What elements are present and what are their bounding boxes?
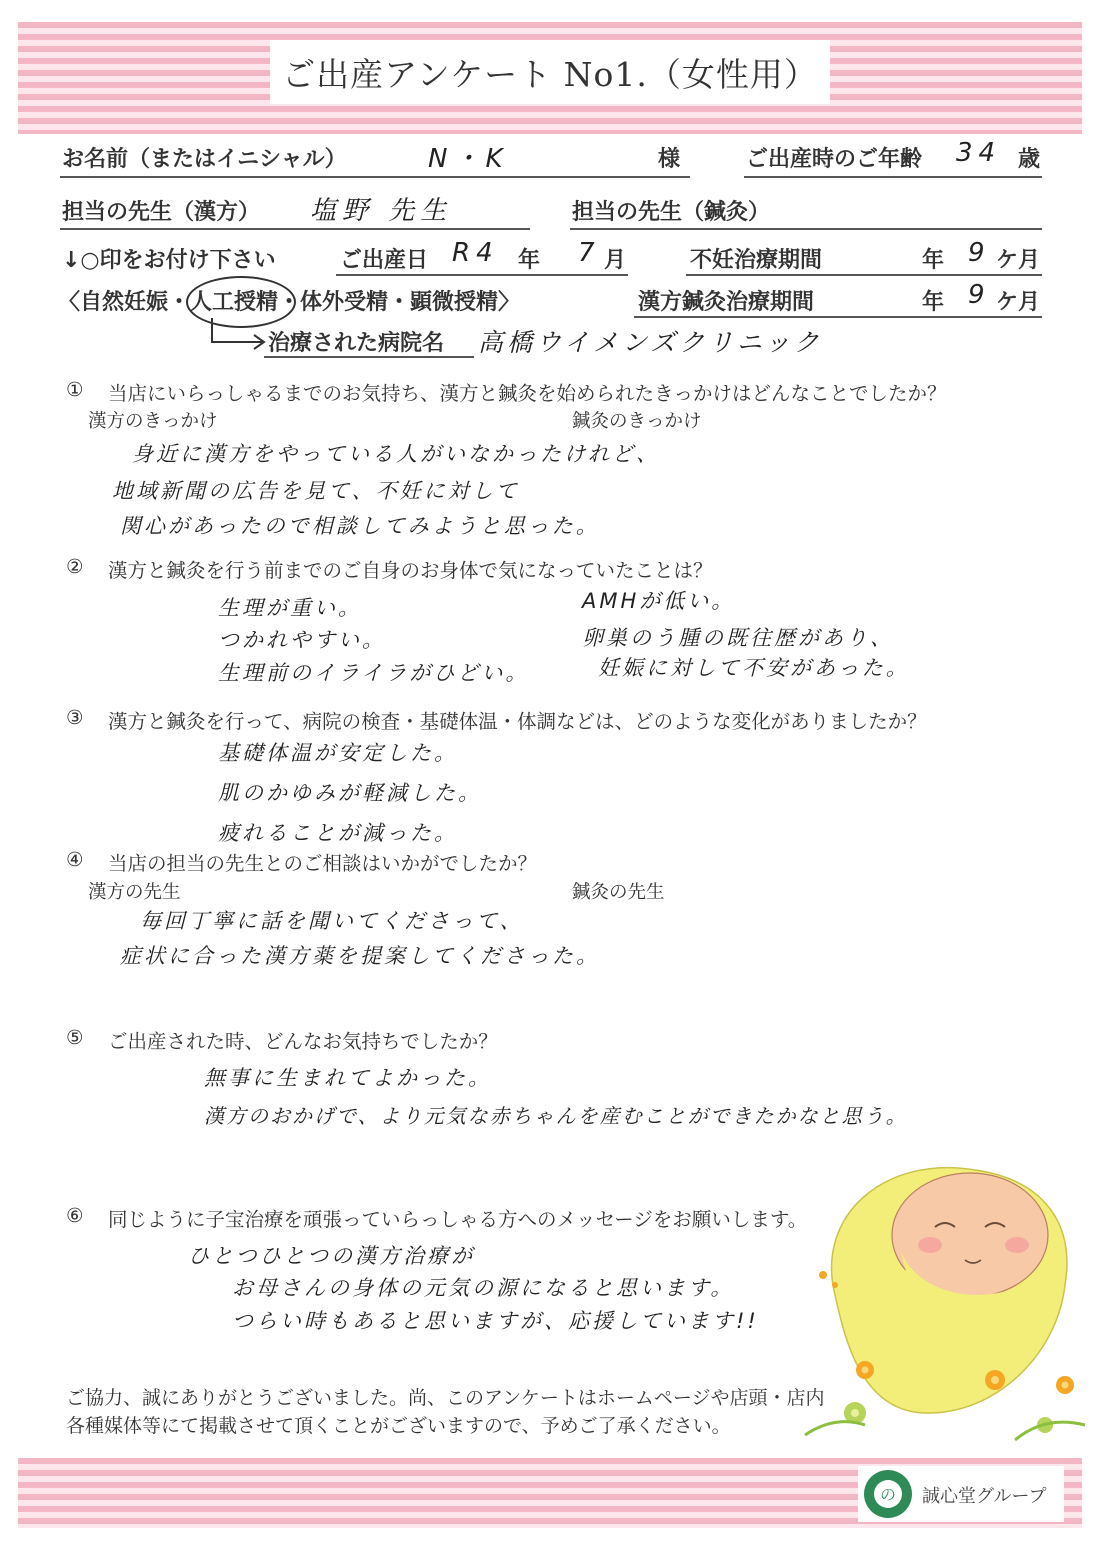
q3-answer-line-3: 疲れることが減った。 [218, 821, 458, 845]
q6-answer-line-3: つらい時もあると思いますが、応援しています!! [232, 1309, 759, 1333]
birth-month-value: 7 [578, 238, 601, 268]
q1-number: ① [66, 378, 84, 401]
q2-number: ② [66, 555, 84, 578]
hospital-arrow-icon [200, 316, 270, 356]
flower-1-icon [985, 1370, 1005, 1390]
q4-answer-line-2: 症状に合った漢方薬を提案してくださった。 [120, 944, 600, 968]
q4-sub-right: 鍼灸の先生 [572, 882, 665, 903]
infertility-underline [686, 274, 1042, 276]
q5-text: ご出産された時、どんなお気持ちでしたか？ [108, 1030, 498, 1053]
q2-answer-left-2: つかれやすい。 [218, 628, 386, 652]
q2-answer-right-1: AMHが低い。 [582, 589, 736, 613]
kampo-year-label: 年 [922, 290, 945, 315]
hospital-value: 高橋ウイメンズクリニック [478, 328, 823, 357]
kampo-months-value: 9 [968, 280, 991, 310]
mark-instruction: ↓○印をお付け下さい [62, 248, 276, 273]
seishindo-logo-icon [862, 1468, 914, 1520]
pregnancy-types: 〈自然妊娠・人工授精・体外受精・顕微授精〉 [58, 290, 521, 315]
name-suffix: 様 [658, 147, 681, 172]
q2-answer-right-3: 妊娠に対して不安があった。 [598, 656, 910, 680]
age-label: ご出産時のご年齢 [746, 147, 923, 172]
age-suffix: 歳 [1018, 147, 1041, 172]
q1-sub-right: 鍼灸のきっかけ [572, 411, 702, 432]
baby-illustration [795, 1135, 1095, 1455]
q1-text: 当店にいらっしゃるまでのお気持ち、漢方と鍼灸を始められたきっかけはどんなことでしたか？ [108, 382, 947, 405]
footer-line-2: 各種媒体等にて掲載させて頂くことがございますので、予めご了承ください。 [66, 1415, 731, 1437]
kampo-month-label: ケ月 [996, 290, 1041, 315]
age-value: 34 [956, 138, 1002, 168]
q4-answer-line-1: 毎回丁寧に話を聞いてくださって、 [140, 909, 524, 933]
kampo-teacher-underline [60, 228, 530, 230]
q2-answer-right-2: 卵巣のう腫の既往歴があり、 [582, 626, 894, 650]
brand-name: 誠心堂グループ [922, 1486, 1047, 1507]
infertility-month-label: ケ月 [996, 248, 1041, 273]
q2-text: 漢方と鍼灸を行う前までのご自身のお身体で気になっていたことは？ [108, 559, 713, 582]
birth-year-label: 年 [518, 248, 541, 273]
svg-text:の: の [879, 1485, 897, 1504]
name-label: お名前（またはイニシャル） [62, 147, 347, 172]
acu-teacher-underline [570, 228, 1042, 230]
q4-number: ④ [66, 848, 84, 871]
q5-answer-line-2: 漢方のおかげで、より元気な赤ちゃんを産むことができたかなと思う。 [204, 1104, 908, 1128]
infertility-label: 不妊治療期間 [690, 248, 823, 273]
age-underline [744, 176, 1042, 178]
acu-teacher-label: 担当の先生（鍼灸） [572, 200, 771, 225]
name-value: N・K [428, 144, 509, 174]
footer-line-1: ご協力、誠にありがとうございました。尚、このアンケートはホームページや店頭・店内 [66, 1387, 825, 1409]
kampo-period-label: 漢方鍼灸治療期間 [638, 290, 815, 315]
birth-month-label: 月 [604, 248, 627, 273]
birth-year-value: R4 [452, 238, 499, 268]
q6-answer-line-2: お母さんの身体の元気の源になると思います。 [232, 1276, 735, 1300]
hospital-label: 治療された病院名 [268, 331, 445, 356]
q4-sub-left: 漢方の先生 [88, 882, 181, 903]
title-box [270, 40, 830, 104]
kampo-teacher-value: 塩野 先生 [310, 196, 453, 226]
kampo-teacher-label: 担当の先生（漢方） [62, 200, 261, 225]
q1-answer-line-1: 身近に漢方をやっている人がいなかったけれど、 [132, 442, 660, 466]
page-title: ご出産アンケート No1.（女性用） [282, 54, 818, 94]
flower-4-icon [1056, 1376, 1074, 1394]
infertility-months-value: 9 [968, 238, 991, 268]
q3-text: 漢方と鍼灸を行って、病院の検査・基礎体温・体調などは、どのような変化がありましたか？ [108, 710, 927, 733]
q2-answer-left-3: 生理前のイライラがひどい。 [218, 661, 530, 685]
hospital-underline [264, 356, 474, 358]
q4-text: 当店の担当の先生とのご相談はいかがでしたか？ [108, 852, 538, 875]
q6-text: 同じように子宝治療を頑張っていらっしゃる方へのメッセージをお願いします。 [108, 1208, 808, 1231]
q1-sub-left: 漢方のきっかけ [88, 411, 218, 432]
q3-answer-line-1: 基礎体温が安定した。 [218, 741, 458, 765]
birth-date-underline [336, 274, 628, 276]
infertility-year-label: 年 [922, 248, 945, 273]
kampo-period-underline [634, 316, 1042, 318]
q6-answer-line-1: ひとつひとつの漢方治療が [188, 1244, 476, 1268]
q1-answer-line-3: 関心があったので相談してみようと思った。 [120, 514, 600, 538]
q3-number: ③ [66, 706, 84, 729]
q3-answer-line-2: 肌のかゆみが軽減した。 [218, 781, 482, 805]
q5-answer-line-1: 無事に生まれてよかった。 [204, 1066, 492, 1090]
q6-number: ⑥ [66, 1204, 84, 1227]
q5-number: ⑤ [66, 1026, 84, 1049]
name-underline [60, 176, 690, 178]
birth-date-label: ご出産日 [340, 248, 429, 273]
q2-answer-left-1: 生理が重い。 [218, 596, 362, 620]
flower-2-icon [856, 1361, 874, 1379]
q1-answer-line-2: 地域新聞の広告を見て、不妊に対して [112, 479, 520, 503]
